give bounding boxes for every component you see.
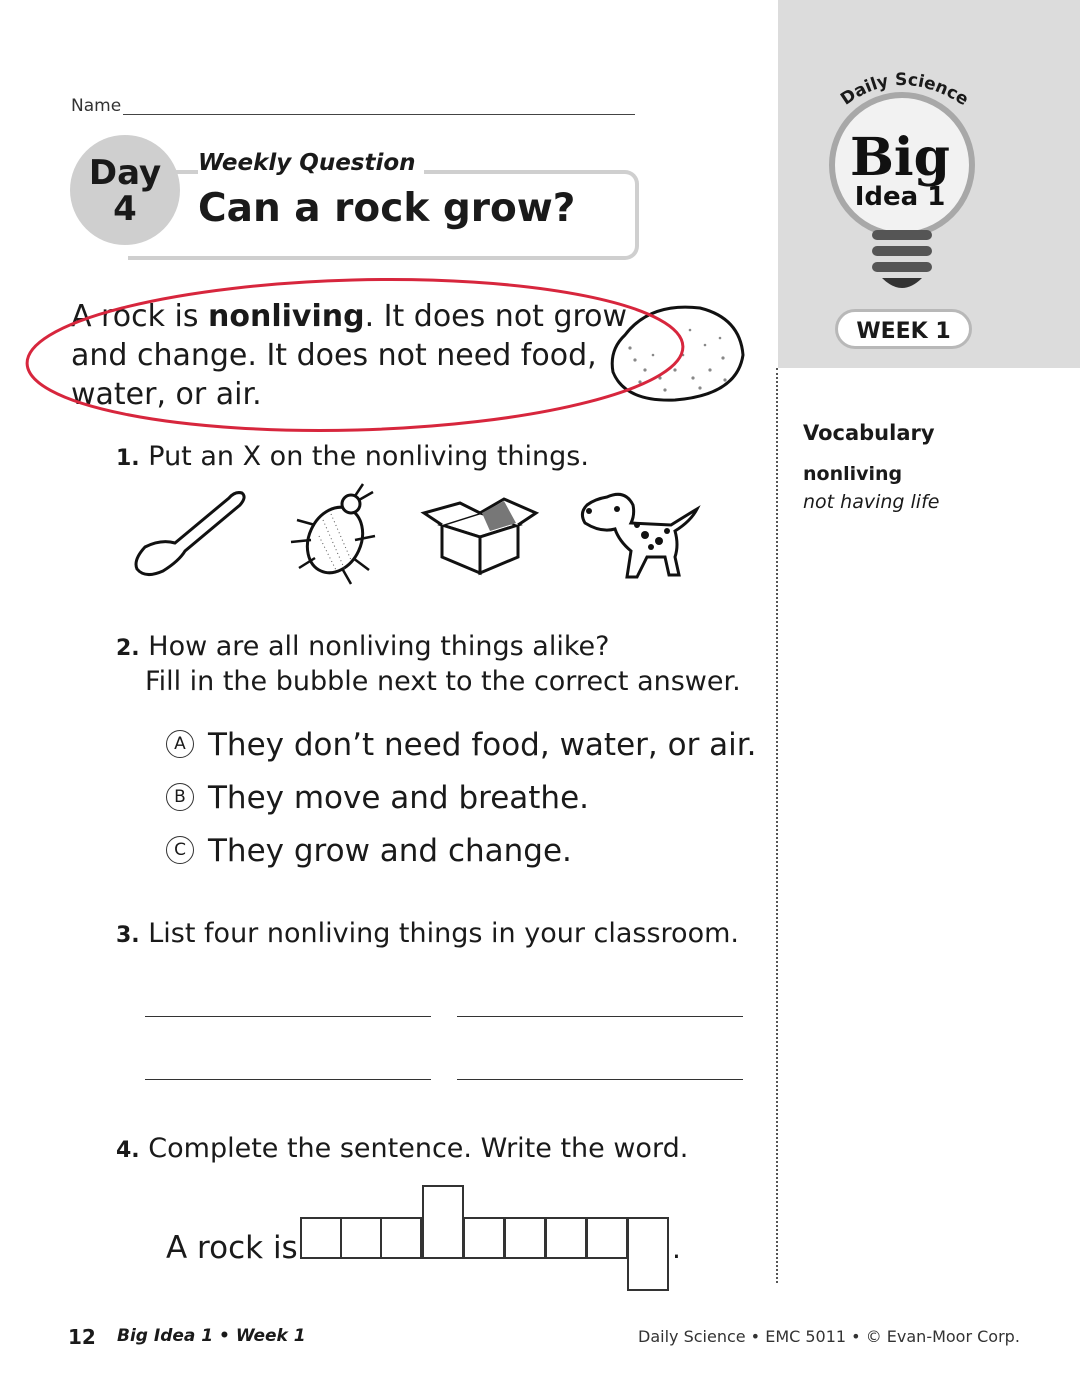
question-3-number: 3.: [116, 923, 140, 948]
footer-copyright: Daily Science • EMC 5011 • © Evan-Moor Corp.: [638, 1327, 1020, 1346]
letter-box[interactable]: [586, 1217, 628, 1259]
weekly-question-text: Can a rock grow?: [198, 186, 576, 231]
answer-line[interactable]: [457, 1079, 743, 1080]
answer-line[interactable]: [457, 1016, 743, 1017]
sentence-period: .: [672, 1232, 681, 1265]
question-2-line-1: How are all nonliving things alike?: [148, 631, 610, 662]
question-4-text: Complete the sentence. Write the word.: [148, 1133, 689, 1164]
bubble-b[interactable]: B: [166, 783, 194, 811]
red-circle-annotation: [20, 275, 690, 440]
badge-big-text: Big: [849, 127, 951, 188]
intro-text-end: . It does not grow and change. It does not need food, water, or air.: [71, 299, 628, 412]
page-number: 12: [68, 1325, 96, 1349]
vocabulary-title: Vocabulary: [803, 421, 935, 445]
question-1-text: Put an X on the nonliving things.: [148, 441, 589, 472]
letter-box[interactable]: [380, 1217, 422, 1259]
intro-text-start: A rock is: [71, 299, 208, 334]
badge-idea-text: Idea 1: [854, 182, 946, 212]
badge-arc-text: Daily Science: [837, 69, 972, 111]
day-word: Day: [88, 153, 162, 193]
name-label: Name: [71, 96, 122, 116]
sentence-prompt: A rock is: [166, 1230, 298, 1266]
option-a-text: They don’t need food, water, or air.: [208, 727, 757, 763]
week-badge: WEEK 1: [835, 309, 972, 349]
vocabulary-definition: not having life: [803, 491, 940, 513]
letter-box[interactable]: [504, 1217, 546, 1259]
option-c-text: They grow and change.: [208, 833, 572, 869]
question-1-number: 1.: [116, 446, 140, 471]
letter-box[interactable]: [463, 1217, 505, 1259]
big-idea-badge: [800, 60, 1000, 310]
letter-box-tall[interactable]: [422, 1185, 464, 1259]
question-4: [116, 1133, 688, 1164]
bug-icon[interactable]: [285, 480, 385, 590]
option-b[interactable]: [166, 780, 589, 816]
bubble-a[interactable]: A: [166, 730, 194, 758]
option-a[interactable]: [166, 727, 757, 763]
question-4-number: 4.: [116, 1138, 140, 1163]
question-2-line-2: Fill in the bubble next to the correct answer.: [145, 666, 741, 697]
dog-icon[interactable]: [575, 485, 705, 585]
option-b-text: They move and breathe.: [208, 780, 590, 816]
weekly-question-heading: Weekly Question: [198, 150, 424, 176]
spoon-icon[interactable]: [125, 485, 255, 585]
letter-box[interactable]: [545, 1217, 587, 1259]
bubble-c[interactable]: C: [166, 836, 194, 864]
question-2: [116, 631, 609, 662]
letter-box[interactable]: [340, 1217, 382, 1259]
box-icon[interactable]: [420, 485, 540, 580]
vocabulary-word: nonliving: [803, 463, 903, 485]
option-c[interactable]: [166, 833, 572, 869]
question-2-number: 2.: [116, 636, 140, 661]
letter-box-descender[interactable]: [627, 1217, 669, 1291]
footer-left-text: Big Idea 1 • Week 1: [117, 1326, 306, 1346]
name-line[interactable]: [123, 114, 635, 115]
answer-line[interactable]: [145, 1016, 431, 1017]
sidebar-divider: [776, 368, 778, 1283]
question-1: [116, 441, 589, 472]
question-3: [116, 918, 739, 949]
answer-line[interactable]: [145, 1079, 431, 1080]
day-number: 4: [113, 189, 137, 229]
intro-bold-word: nonliving: [208, 299, 365, 334]
question-3-text: List four nonliving things in your classroom.: [148, 918, 739, 949]
day-circle: [70, 135, 180, 245]
letter-box[interactable]: [300, 1217, 342, 1259]
